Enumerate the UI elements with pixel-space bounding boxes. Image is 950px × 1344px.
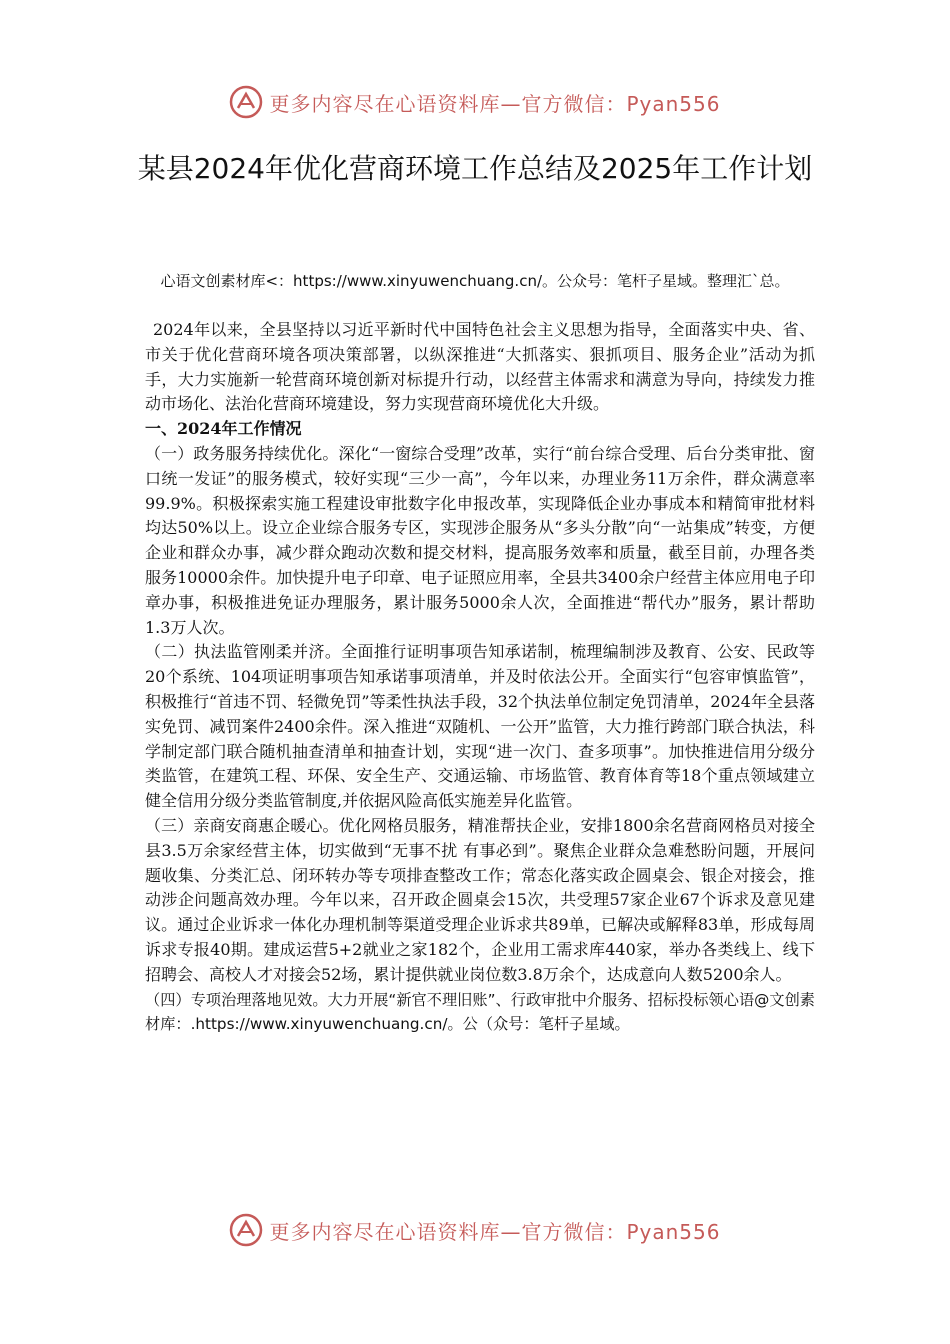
paragraph-special-governance: （四）专项治理落地见效。大力开展“新官不理旧账”、行政审批中介服务、招标投标领心语@文创素材库：.https://www.xinyuwenchuang.cn/。公（众号：笔杆子星域。: [145, 990, 815, 1034]
brand-logo-icon: [229, 1213, 263, 1247]
header-banner: [0, 82, 950, 122]
intro-paragraph: 2024年以来，全县坚持以习近平新时代中国特色社会主义思想为指导，全面落实中央、省、市关于优化营商环境各项决策部署，以纵深推进“大抓落实、狠抓项目、服务企业”活动为抓手，大力实施新一轮营商环境创新对标提升行动，以经营主体需求和满意为导向，持续发力推动市场化、法治化营商环境建设，努力实现营商环境优化大升级。: [145, 320, 815, 414]
footer-banner: [0, 1210, 950, 1250]
source-line: 心语文创素材库<：https://www.xinyuwenchuang.cn/。公众号：笔杆子星域。整理汇`总。: [160, 272, 790, 290]
paragraph-government-services: （一）政务服务持续优化。深化“一窗综合受理”改革，实行“前台综合受理、后台分类审批、窗口统一发证”的服务模式，较好实现“三少一高”，今年以来，办理业务11万余件，群众满意率99.9%。积极探索实施工程建设审批数字化申报改革，实现降低企业办事成本和精简审批材料均达50%以上。设立企业综合服务专区，实现涉企服务从“多头分散”向“一站集成”转变，方便企业和群众办事，减少群众跑动次数和提交材料，提高服务效率和质量，截至目前，办理各类服务10000余件。加快提升电子印章、电子证照应用率，全县共3400余户经营主体应用电子印章办事，积极推进免证办理服务，累计服务5000余人次，全面推进“帮代办”服务，累计帮助1.3万人次。: [145, 443, 815, 637]
section-heading: 一、2024年工作情况: [145, 419, 302, 439]
brand-logo-icon: [229, 85, 263, 119]
header-banner-text: 更多内容尽在心语资料库—官方微信：Pyan556: [269, 91, 721, 116]
document-title: 某县2024年优化营商环境工作总结及2025年工作计划: [137, 152, 813, 185]
footer-banner-text: 更多内容尽在心语资料库—官方微信：Pyan556: [269, 1219, 721, 1244]
paragraph-business-support: （三）亲商安商惠企暖心。优化网格员服务，精准帮扶企业，安排1800余名营商网格员对接全县3.5万余家经营主体，切实做到“无事不扰 有事必到”。聚焦企业群众急难愁盼问题，开展问题收集、分类汇总、闭环转办等专项排查整改工作；常态化落实政企圆桌会、银企对接会，推动涉企问题高效办理。今年以来，召开政企圆桌会15次，共受理57家企业67个诉求及意见建议。通过企业诉求一体化办理机制等渠道受理企业诉求共89单，已解决或解释83单，形成每周诉求专报40期。建成运营5+2就业之家182个，企业用工需求库440家，举办各类线上、线下招聘会、高校人才对接会52场，累计提供就业岗位数3.8万余个，达成意向人数5200余人。: [145, 815, 815, 984]
paragraph-law-enforcement: （二）执法监管刚柔并济。全面推行证明事项告知承诺制，梳理编制涉及教育、公安、民政等20个系统、104项证明事项告知承诺事项清单，并及时依法公开。全面实行“包容审慎监管”，积极推行“首违不罚、轻微免罚”等柔性执法手段，32个执法单位制定免罚清单，2024年全县落实免罚、减罚案件2400余件。深入推进“双随机、一公开”监管，大力推行跨部门联合执法，科学制定部门联合随机抽查清单和抽查计划，实现“进一次门、查多项事”。加快推进信用分级分类监管，在建筑工程、环保、安全生产、交通运输、市场监管、教育体育等18个重点领域建立健全信用分级分类监管制度,并依据风险高低实施差异化监管。: [145, 642, 815, 811]
document-body: [145, 318, 815, 1037]
